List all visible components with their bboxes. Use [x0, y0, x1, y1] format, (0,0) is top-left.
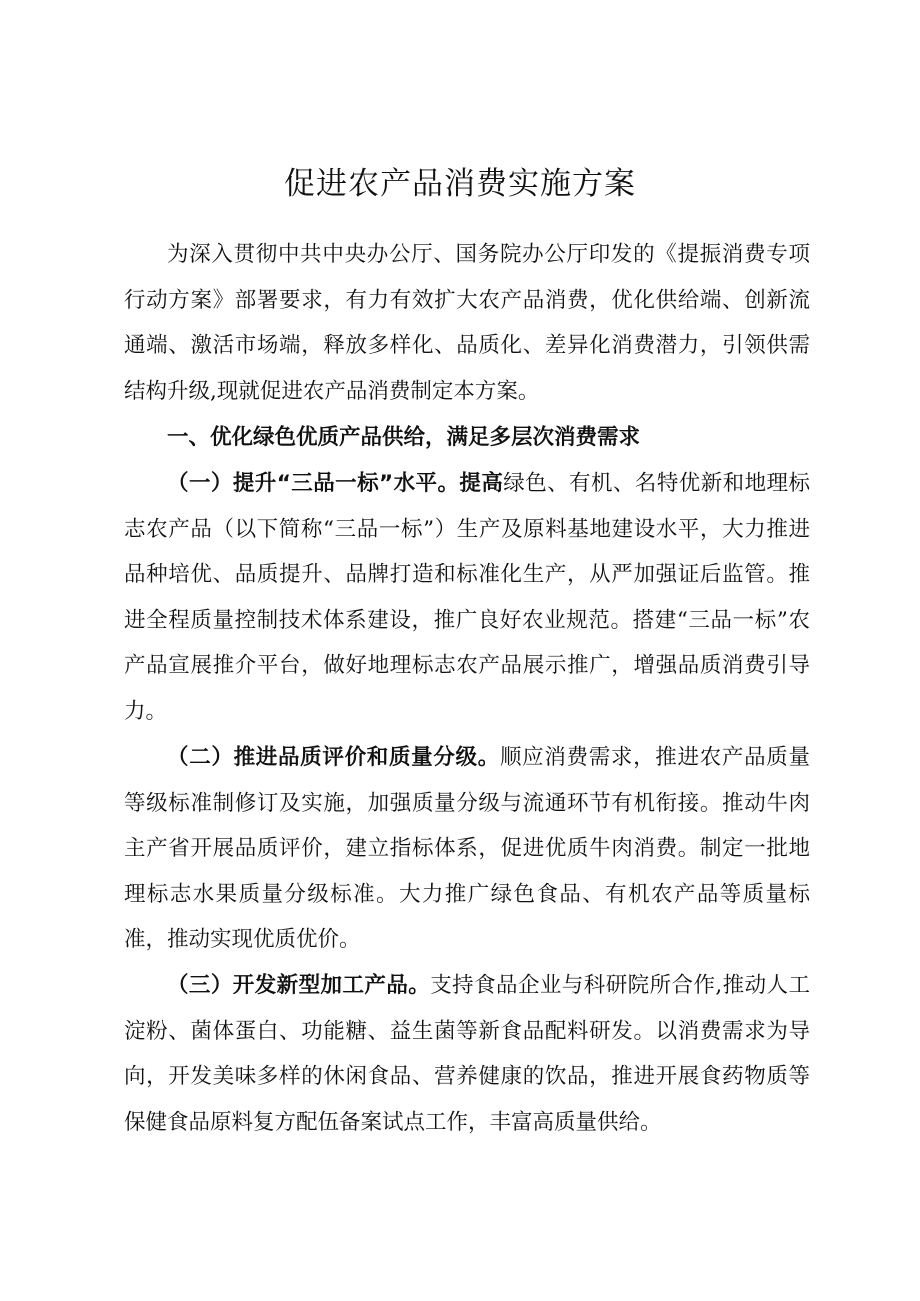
section-one-heading: 一、优化绿色优质产品供给，满足多层次消费需求 [167, 425, 641, 450]
subsection-paragraph-2 [124, 735, 810, 963]
document-title: 促进农产品消费实施方案 [284, 166, 636, 202]
subsection-lead-1: （一）提升“三品一标”水平。提高 [167, 471, 504, 496]
subsection-body-2: 顺应消费需求，推进农产品质量等级标准制修订及实施，加强质量分级与流通环节有机衔接。推动牛肉主产省开展品质评价，建立指标体系，促进优质牛肉消费。制定一批地理标志水果质量分级标准。大力推广绿色食品、有机农产品等质量标准，推动实现优质优价。 [124, 745, 810, 953]
intro-paragraph: 为深入贯彻中共中央办公厅、国务院办公厅印发的《提振消费专项行动方案》部署要求，有力有效扩大农产品消费，优化供给端、创新流通端、激活市场端，释放多样化、品质化、差异化消费潜力，引领供需结构升级,现就促进农产品消费制定本方案。 [124, 242, 810, 404]
subsection-paragraph-3 [124, 963, 810, 1145]
subsection-paragraph-1 [124, 461, 810, 735]
subsection-body-1: 绿色、有机、名特优新和地理标志农产品（以下简称“三品一标”）生产及原料基地建设水平，大力推进品种培优、品质提升、品牌打造和标准化生产，从严加强证后监管。推进全程质量控制技术体系建设，推广良好农业规范。搭建“三品一标”农产品宣展推介平台，做好地理标志农产品展示推广，增强品质消费引导力。 [124, 471, 810, 724]
subsection-lead-3: （三）开发新型加工产品。 [167, 973, 431, 998]
subsection-body-3: 支持食品企业与科研院所合作,推动人工淀粉、菌体蛋白、功能糖、益生菌等新食品配料研发。以消费需求为导向，开发美味多样的休闲食品、营养健康的饮品，推进开展食药物质等保健食品原料复方配伍备案试点工作，丰富高质量供给。 [124, 973, 810, 1135]
subsection-lead-2: （二）推进品质评价和质量分级。 [167, 745, 500, 770]
